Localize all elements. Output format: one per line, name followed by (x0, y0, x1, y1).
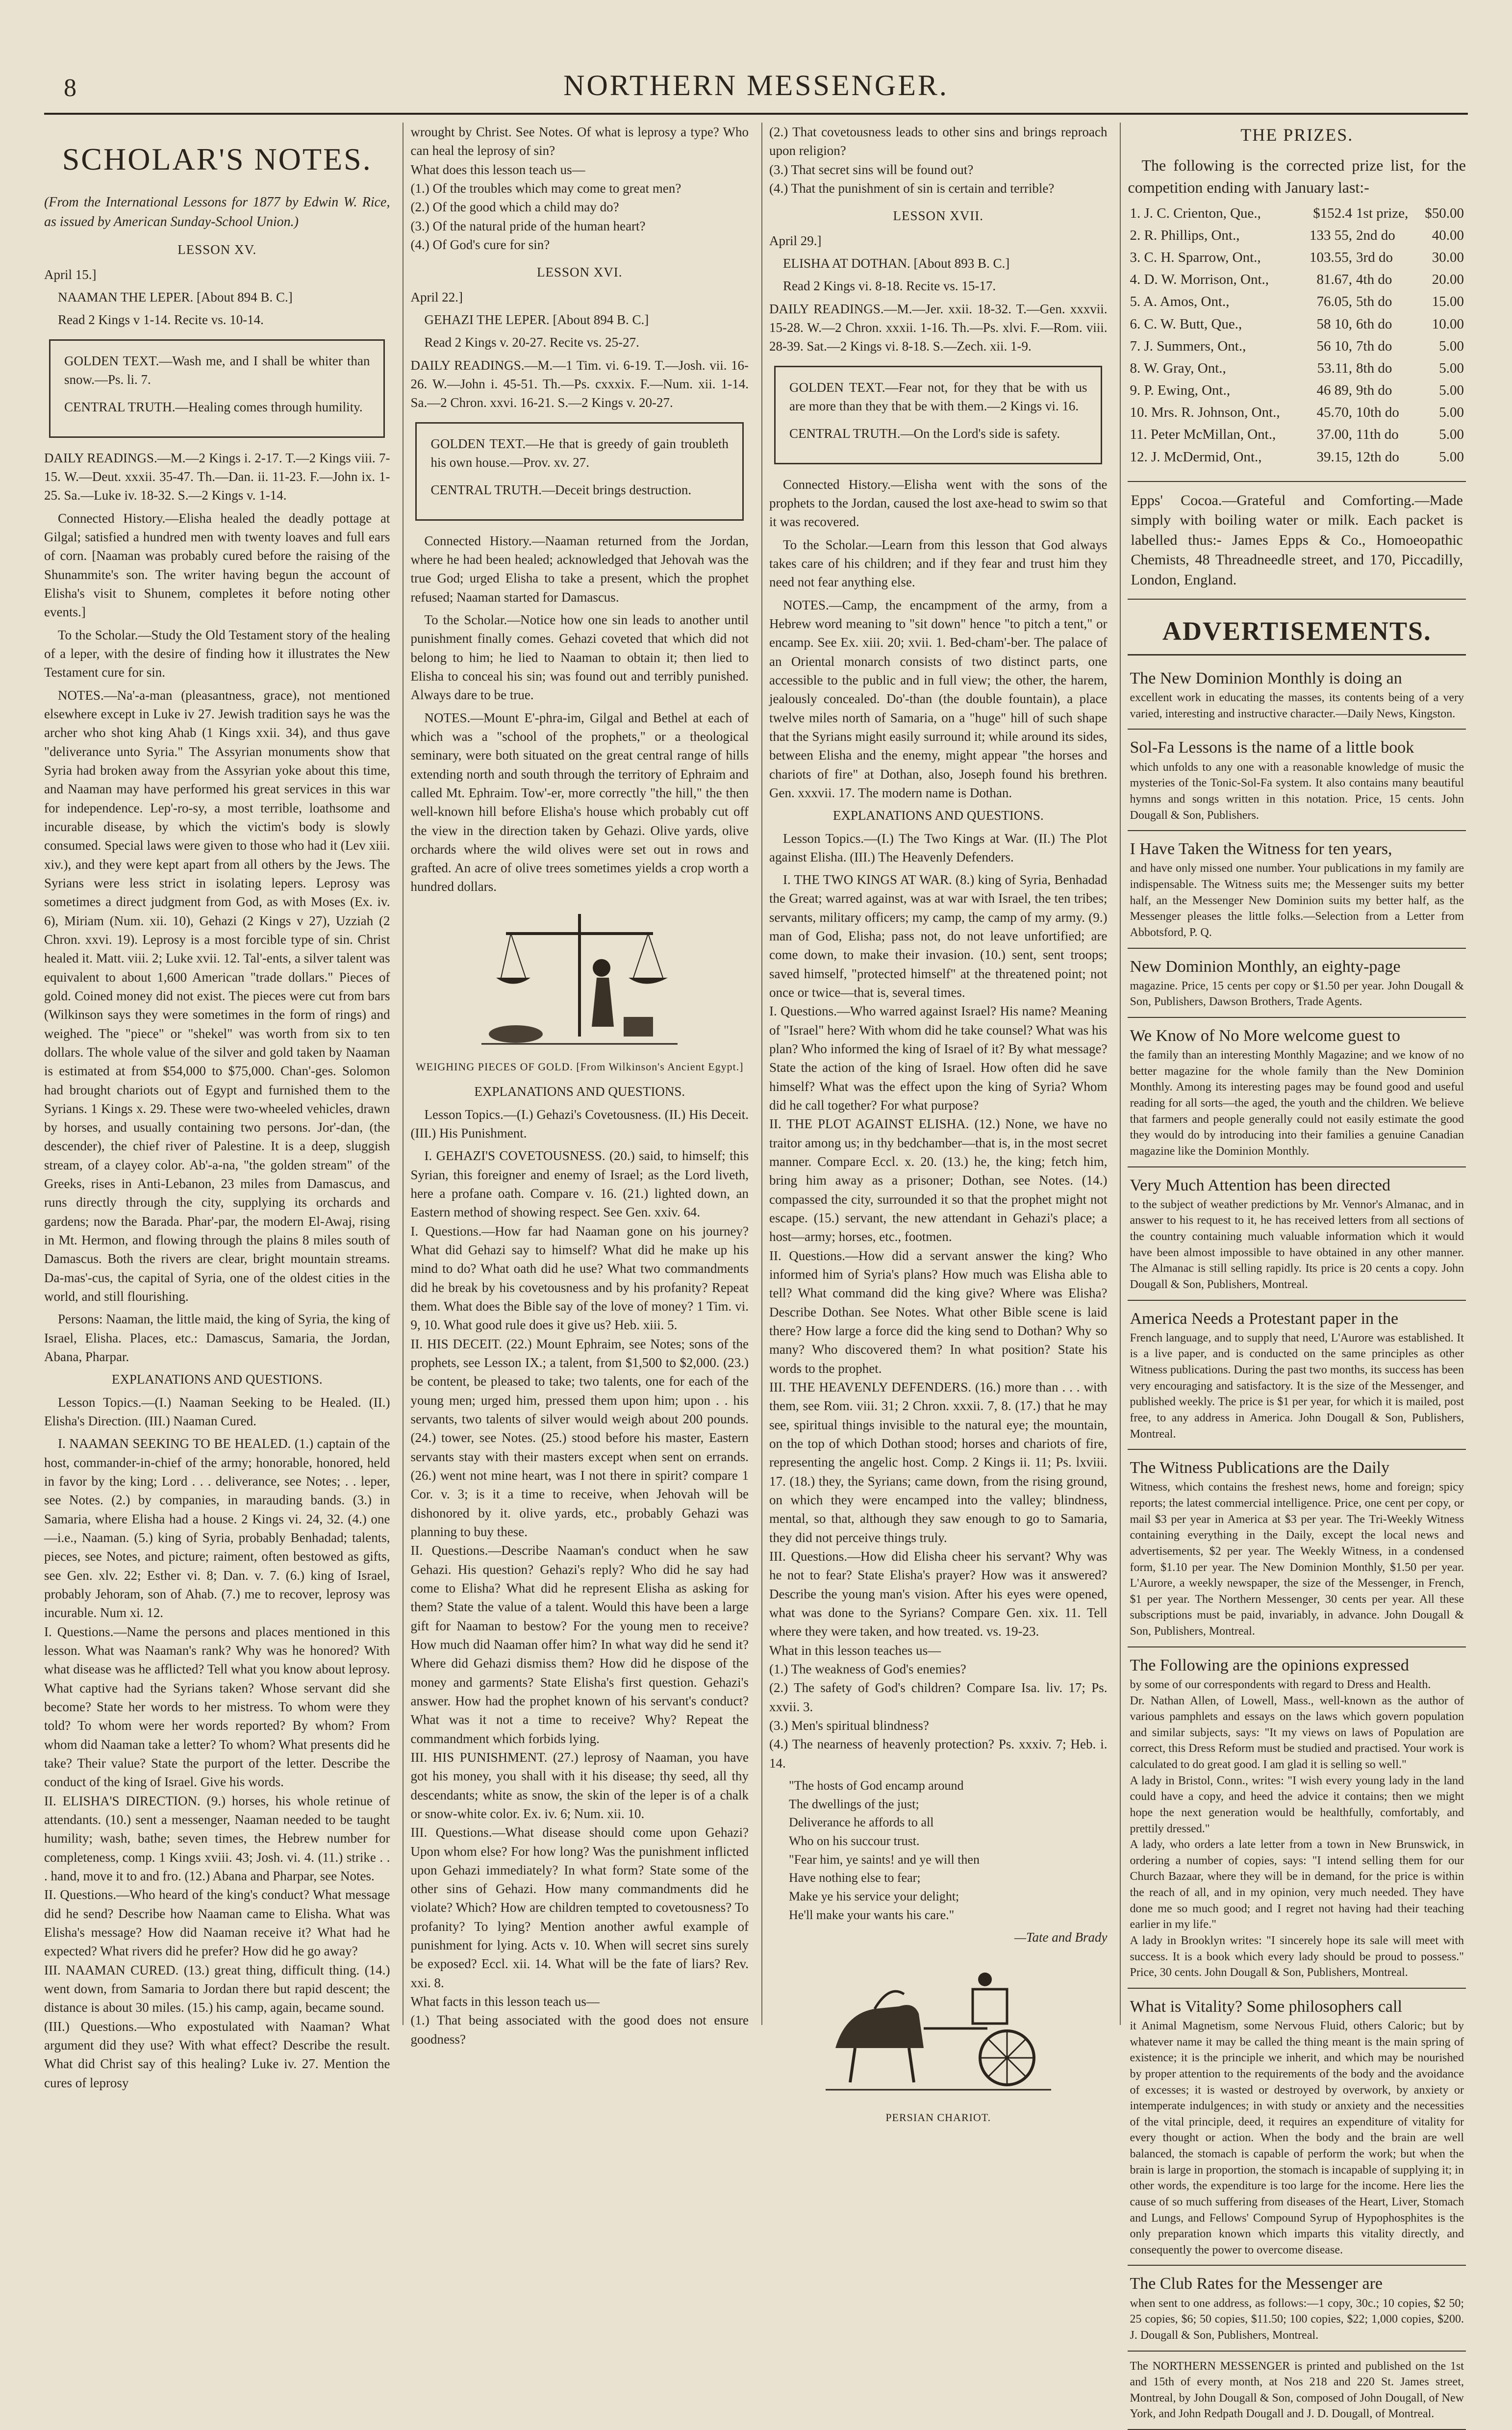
prize-amount: 53.11, (1317, 360, 1353, 376)
lesson-17-readings: DAILY READINGS.—M.—Jer. xxii. 18-32. T.—Gen. xxxvii. 15-28. W.—2 Chron. xxxii. 1-16. Th.—Ps. xlvi. F.—Rom. viii. 28-39. Sat.—2 Kings vi. 8-18. S.—Zech. xii. 1-9. (769, 301, 1108, 354)
connected-history: Connected History.—Elisha healed the deadly pottage at Gilgal; satisfied a hundred men with twenty loaves and full ears of corn. [Naaman was probably cured before the raising of the Shunammite's son. The writer having begun the account of Elisha's visit to Shunem, completes it before noting other events.] (44, 510, 390, 620)
advertisement-text: and have only missed one number. Your publications in my family are indispensable. The Witness suits me; the Messenger suits my better half, an the Messenger New Dominion suits my better half, as the Messenger pleases the little folks.—Selection from a Letter from Abbotsford, P. Q. (1130, 862, 1464, 939)
persian-chariot-figure (769, 1955, 1108, 2126)
lesson-15-date: April 15.] (44, 267, 97, 282)
lesson-notes: NOTES.—Na'-a-man (pleasantness, grace), not mentioned elsewhere except in Luke iv 27. Jewish tradition says he was the archer who shot king Ahab (1 Kings xxii. 34), and thus gave "deliverance unto Syria." The Assyrian monuments show that Syria had broken away from the Assyrian yoke about this time, and Naaman may have performed his great services in this war for independence. Lep'-ro-sy, a most terrible, loathsome and incurable disease, by which the victim's body is slowly consumed. Special laws were given to those who had it (Lev xiii. xiv.), and they were kept apart from all others by the Jews. The Syrians were less strict in isolating lepers. Leprosy was sometimes a direct judgment from God, as with Moses (Ex. iv. 6), Miriam (Num. xii. 10), Gehazi (2 Kings v 27), Uzziah (2 Chron. xxvi. 19). Leprosy is a most forcible type of sin. Christ healed it. Matt. viii. 2; Luke xvii. 12. Tal'-ents, a silver talent was equivalent to about 1,600 American "trade dollars." Pieces of gold. Coined money did not exist. The pieces were cut from bars (Wilkinson says they were sometimes in the form of rings) and weighed. The "piece" or "shekel" was worth from six to ten dollars. The whole value of the silver and gold taken by Naaman is estimated at from $54,000 to $75,000. Chan'-ges. Solomon had brought chariots out of Egypt and furnished them to the Syrians. 1 Kings x. 29. These were two-wheeled vehicles, drawn by horses, and usually containing two persons. Jor'-dan, (the descender), the chief river of Palestine. It is a deep, sluggish stream, of a clayey color. Ab'-a-na, "the golden stream" of the Greeks, rises in Anti-Lebanon, 23 miles from Damascus, and runs directly through the city, supplying its orchards and gardens; now the Barada. Phar'-par, the modern El-Awaj, rising in Mt. Hermon, and flowing through the plains 8 miles south of Damascus. Both the rivers are clear, bright mountain streams. Da-mas'-cus, the capital of Syria, one of the oldest cities in the world, and still flourishing. (44, 687, 390, 1304)
advertisement-lead: New Dominion Monthly, an eighty-page (1130, 957, 1401, 976)
lesson-body: I. GEHAZI'S COVETOUSNESS. (20.) said, to himself; this Syrian, this foreigner and enemy of Israel; as the Lord liveth, here a profane oath. Compare v. 16. (21.) lighted down, an Eastern method of showing respect. See Gen. xxiv. 64. I. Questions.—How far had Naaman gone on his journey? What did Gehazi say to himself? What did he make up his mind to do? What oath did he use? What two commandments did he break by his covetousness and by his profanity? Repeat them. What does the Bible say of the love of money? 1 Tim. vi. 9, 10. What good rule does it give us? Heb. xiii. 5. II. HIS DECEIT. (22.) Mount Ephraim, see Notes; sons of the prophets, see Lesson IX.; a talent, from $1,500 to $2,000. (23.) be content, be pleased to take; two talents, one for each of the young men; urged him, pressed them upon him; upon . . his servants, two talents of silver would weigh about 200 pounds. (24.) tower, see Notes. (25.) stood before his master, Eastern servants stay with their masters except when sent on errands. (26.) went not mine heart, was I not there in spirit? compare 1 Cor. v. 3; is it a time to receive, when Jehovah will be dishonored by it. olive yards, etc., probably Gehazi was planning to buy these. II. Questions.—Describe Naaman's conduct when he saw Gehazi. His question? Gehazi's reply? Who did he say had come to Elisha? What did he represent Elisha as asking for them? State the value of a talent. Would this have been a large gift for Naaman to bestow? For the young men to receive? How much did Naaman offer him? In what way did he send it? Where did Gehazi dismiss them? How did he dispose of the money and garments? State Elisha's first question. Gehazi's answer. How had the prophet known of his servant's conduct? What was it not a time to receive? Why? Repeat the commandment which forbids lying. III. HIS PUNISHMENT. (27.) leprosy of Naaman, you have got his money, you shall with it his disease; thy seed, all thy descendants; white as snow, the skin of the leper is of a chalk or snow-white color. Ex. iv. 6; Num. xii. 10. III. Questions.—What disease should come upon Gehazi? Upon whom else? For how long? Was the punishment inflicted upon Gehazi immediately? In what form? State some of the other sins of Gehazi. How many commandments did he violate? Which? How are children tempted to covetousness? To profanity? To lying? Mention another awful example of punishment for lying. Acts v. 10. When will secret sins surely be exposed? Eccl. xii. 14. What will be the fate of liars? Rev. xxi. 8. What facts in this lesson teach us— (1.) That being associated with the good does not ensure goodness? (410, 1148, 749, 2047)
masthead (44, 59, 1468, 118)
column-2 (403, 123, 749, 2047)
prize-name: 10. Mrs. R. Johnson, Ont., (1130, 405, 1280, 421)
golden-text: GOLDEN TEXT.—Fear not, for they that be with us are more than they that be with them.—2 Kings vi. 16. (789, 380, 1087, 413)
advertisement-lead: The Club Rates for the Messenger are (1130, 2275, 1383, 2293)
prize-amount: 76.05, (1316, 294, 1353, 310)
prize-row (1128, 424, 1466, 446)
prize-amount: 39.15, (1316, 449, 1353, 465)
prize-amount: 46 89, (1316, 382, 1353, 399)
prize-place: 5th do (1356, 294, 1392, 310)
lesson-16-heading: LESSON XVI. (536, 265, 623, 280)
prize-amount: 45.70, (1316, 405, 1353, 421)
advertisement-lead: What is Vitality? Some philosophers call (1130, 1997, 1402, 2016)
lesson-17-heading: LESSON XVII. (893, 208, 983, 224)
prize-place: 3rd do (1356, 250, 1393, 266)
advertisement-text: excellent work in educating the masses, its contents being of a very varied, interesting and instructive character.—Daily News, Kingston. (1130, 691, 1464, 720)
lesson-notes: NOTES.—Mount E'-phra-im, Gilgal and Bethel at each of which was a "school of the prophets," or a theological seminary, were both situated on the great central range of hills extending north and south through the territory of Ephraim and called Mt. Ephraim. Tow'-er, more correctly "the hill," the then well-known hill before Elisha's house which probably cut off the view in the direction taken by Gehazi. Olive yards, olive orchards where the wild olives were set out in rows and grafted. An acre of olive trees sometimes yields a crop worth a hundred dollars. (410, 710, 749, 894)
advertisement (1128, 2352, 1466, 2430)
prize-amount: 58 10, (1316, 316, 1353, 332)
advertisements-heading: ADVERTISEMENTS. (1128, 612, 1466, 656)
advertisement-text: when sent to one address, as follows:—1 copy, 30c.; 10 copies, $2 50; 25 copies, $6; 50 copies, $11.50; 100 copies, $22; 1,000 copies, $200. J. Dougall & Son, Publishers, Montreal. (1130, 2297, 1464, 2342)
prize-table (1128, 202, 1466, 468)
lesson-16-title: GEHAZI THE LEPER. [About 894 B. C.] (424, 312, 649, 327)
advertisement-text: by some of our correspondents with regard to Dress and Health. Dr. Nathan Allen, of Lowell, Mass., well-known as the author of various pamphlets and essays on the laws which govern population and similar subjects, says: "It my views on laws of Population are correct, this Dress Reform must be studied and practised. Your work is calculated to do great good. I am glad it is selling so well." A lady in Bristol, Conn., writes: "I wish every young lady in the land could have a copy, and heed the advice it contains; then we might hope the next generation would be healthfully, comfortably, and prettily dressed." A lady, who orders a late letter from a town in New Brunswick, in ordering a number of copies, says: "I intend selling them for our Church Bazaar, where they will be in demand, for the price is within the reach of all, and in my opinion, very much needed. They have done me so much good; and I regret not having had their teaching earlier in my life." A lady in Brooklyn writes: "I sincerely hope its sale will meet with success. It is a book which every lady should be proud to possess." Price, 30 cents. John Dougall & Son, Publishers, Montreal. (1130, 1678, 1464, 1979)
connected-history: Connected History.—Elisha went with the sons of the prophets to the Jordan, caused the lost axe-head to swim so that it was recovered. (769, 477, 1108, 530)
central-truth: CENTRAL TRUTH.—Healing comes through humility. (64, 400, 363, 415)
advertisement-lead: I Have Taken the Witness for ten years, (1130, 840, 1392, 859)
lesson-16-date: April 22.] (410, 289, 463, 304)
prize-amount: 81.67, (1316, 272, 1353, 288)
advertisement-text: the family than an interesting Monthly Magazine; and we know of no better magazine for the whole family than the New Dominion Monthly. Among its interesting pages may be found good and useful reading for all sorts—the aged, the youth and the children. We believe that farmers and people generally could not easily estimate the good they would do by introducing into their families a genuine Canadian magazine like the Dominion Monthly. (1130, 1049, 1464, 1158)
advertisement (1128, 660, 1466, 730)
advertisement (1128, 1450, 1466, 1647)
advertisement (1128, 1989, 1466, 2266)
scholars-notes-title: SCHOLAR'S NOTES. (62, 142, 372, 177)
col3-top: (2.) That covetousness leads to other sins and brings reproach upon religion? (3.) That secret sins will be found out? (4.) That the punishment of sin is certain and terrible? (769, 125, 1108, 196)
advertisement-text: The NORTHERN MESSENGER is printed and published on the 1st and 15th of every month, at Nos 218 and 220 St. James street, Montreal, by John Dougall & Son, composed of John Dougall, of New York, and John Redpath Dougall and J. D. Dougall, of Montreal. (1130, 2359, 1464, 2421)
lesson-body: I. THE TWO KINGS AT WAR. (8.) king of Syria, Benhadad the Great; warred against, was at war with Israel, the ten tribes; servants, military officers; my camp, the camp of my army. (9.) man of God, Elisha; pass not, do not leave unfortified; are come down, to make their invasion. (10.) sent, sent troops; saved himself, "protected himself" at the threatened point; not once or twice—that is, several times. I. Questions.—Who warred against Israel? His name? Meaning of "Israel" here? With whom did he take counsel? What was his plan? Who informed the king of Israel of it? By what message? State the action of the king of Israel. How often did he save himself? What was the effect upon the king of Syria? Whom did he call together? For what purpose? II. THE PLOT AGAINST ELISHA. (12.) None, we have no traitor among us; in thy bedchamber—that is, in the most secret manner. Compare Eccl. x. 20. (13.) he, the king; fetch him, bring him away as a prisoner; Dothan, see Notes. (14.) compassed the city, surrounded it so that the prophet might not escape. (15.) servant, the new attendant in Gehazi's place; a host—army; horses, etc., footmen. II. Questions.—How did a servant answer the king? Who informed him of Syria's plans? How much was Elisha able to tell? What command did the king give? Where was Elisha? Describe Dothan. See Notes. What other Bible scene is laid there? How large a force did the king send to Dothan? Why so many? Who discovered them? In what position? State his words to the prophet. III. THE HEAVENLY DEFENDERS. (16.) more than . . . with them, see Rom. viii. 31; 2 Chron. xxxii. 7, 8. (17.) that he may see, spiritual things invisible to the natural eye; the mountain, on the top of which Dothan stood; horses and chariots of fire, representing the angelic host. Comp. 2 Kings ii. 11; Ps. lxviii. 17. (18.) they, the Syrians; came down, from the rising ground, on which they were encamped into the valley; blindness, mental, so that, although they saw enough to go to Samaria, they did not perceive things truly. III. Questions.—How did Elisha cheer his servant? Why was he not to fear? State Elisha's prayer? How was it answered? Describe the young man's vision. After his eyes were opened, what was done to the Syrians? Compare Gen. xix. 11. Tell where they were taken, and how treated. vs. 19-23. What in this lesson teaches us— (1.) The weakness of God's enemies? (2.) The safety of God's children? Compare Isa. liv. 17; Ps. xxvii. 3. (3.) Men's spiritual blindness? (4.) The nearness of heavenly protection? Ps. xxxiv. 7; Heb. i. 14. (769, 872, 1108, 1771)
prize-row (1128, 335, 1466, 357)
prize-name: 1. J. C. Crienton, Que., (1130, 205, 1261, 221)
prize-place: 4th do (1356, 272, 1392, 288)
to-the-scholar: To the Scholar.—Learn from this lesson that God always takes care of his children; and if they fear and trust him they need not fear anything else. (769, 537, 1108, 590)
advertisement-text: French language, and to supply that need, L'Aurore was established. It is a live paper, and is conducted on the same principles as other Witness publications. During the past two months, its success has been very encouraging and satisfactory. It is the size of the Messenger, and published weekly. The price is $1 per year, for which it is mailed, post free, to any address in America. John Dougall & Son, Publishers, Montreal. (1130, 1331, 1464, 1441)
prize-amount: $152.4 (1313, 205, 1353, 221)
prize-amount: 37.00, (1316, 427, 1353, 443)
advertisement (1128, 1167, 1466, 1301)
explanations-heading: EXPLANATIONS AND QUESTIONS. (474, 1084, 685, 1099)
col2-top: wrought by Christ. See Notes. Of what is leprosy a type? Who can heal the leprosy of sin? What does this lesson teach us— (1.) Of the troubles which may come to great men? (2.) Of the good which a child may do? (3.) Of the natural pride of the human heart? (4.) Of God's cure for sin? (410, 125, 749, 252)
lesson-17-date: April 29.] (769, 233, 822, 248)
columns (44, 123, 1466, 2421)
prize-cash: 10.00 (1432, 316, 1464, 332)
prize-cash: 5.00 (1439, 338, 1464, 354)
lesson-15-heading: LESSON XV. (177, 242, 257, 257)
lessons-source: (From the International Lessons for 1877 by Edwin W. Rice, as issued by American Sunday-School Union.) (44, 194, 390, 229)
advertisement-text: which unfolds to any one with a reasonable knowledge of music the mysteries of the Tonic-Sol-Fa system. It also contains many beautiful hymns and songs written in this notation. Price, 15 cents. John Dougall & Son, Publishers. (1130, 760, 1464, 822)
prize-place: 9th do (1356, 382, 1392, 399)
advertisements-list (1128, 660, 1466, 2430)
prize-name: 2. R. Phillips, Ont., (1130, 227, 1240, 243)
poem-credit: —Tate and Brady (1014, 1930, 1108, 1945)
prize-row (1128, 247, 1466, 269)
advertisement (1128, 949, 1466, 1018)
prize-cash: $50.00 (1425, 205, 1464, 221)
prize-place: 1st prize, (1356, 205, 1409, 221)
weighing-gold-caption: WEIGHING PIECES OF GOLD. [From Wilkinson's Ancient Egypt.] (415, 1061, 744, 1073)
lesson-16-golden-box (415, 422, 744, 521)
golden-text: GOLDEN TEXT.—He that is greedy of gain troubleth his own house.—Prov. xv. 27. (430, 436, 729, 470)
central-truth: CENTRAL TRUTH.—On the Lord's side is safety. (789, 426, 1060, 441)
advertisement-lead: Very Much Attention has been directed (1130, 1176, 1391, 1194)
advertisement-lead: The New Dominion Monthly is doing an (1130, 669, 1402, 687)
lesson-17-golden-box (774, 366, 1103, 464)
page-number: 8 (64, 74, 76, 102)
prize-row (1128, 380, 1466, 402)
advertisement (1128, 730, 1466, 831)
prize-cash: 15.00 (1432, 294, 1464, 310)
prize-name: 9. P. Ewing, Ont., (1130, 382, 1231, 399)
prize-cash: 5.00 (1439, 382, 1464, 399)
lesson-16-readings: DAILY READINGS.—M.—1 Tim. vi. 6-19. T.—Josh. vii. 16-26. W.—John i. 45-51. Th.—Ps. cxxxix. F.—Num. xii. 1-14. Sa.—2 Chron. xxvi. 16-21. S.—2 Kings v. 20-27. (410, 357, 749, 410)
lesson-body: I. NAAMAN SEEKING TO BE HEALED. (1.) captain of the host, commander-in-chief of the army; honorable, honored, held in favor by the king; Lord . . . deliverance, see Notes; . . leper, see Notes. (2.) by companies, in marauding bands. (3.) in Samaria, where Elisha had a house. 2 Kings vi. 24, 32. (4.) one—i.e., Naaman. (5.) king of Syria, probably Benhadad; talents, pieces, see Notes, and picture; raiment, often bestowed as gifts, see Gen. xlv. 22; Esther vi. 8; Dan. v. 7. (6.) king of Israel, probably Jehoram, son of Ahab. (7.) me to recover, leprosy was incurable. Num xi. 12. I. Questions.—Name the persons and places mentioned in this lesson. What was Naaman's rank? Why was he honored? With what disease was he afflicted? Tell what you know about leprosy. What captive had the Syrians taken? Whose servant did she become? State her words to her mistress. To whom were they told? To whom were her words reported? By whom? From whom did Naaman take a letter? To whom? What presents did he take? Their value? State the purport of the letter. Describe the conduct of the king of Israel. Give his words. II. ELISHA'S DIRECTION. (9.) horses, his whole retinue of attendants. (10.) sent a messenger, Naaman needed to be taught humility; wash, bathe; seven times, the Hebrew number for completeness, comp. 1 Kings xviii. 43; Josh. vi. 4. (11.) strike . . . hand, move it to and fro. (12.) Abana and Pharpar, see Notes. II. Questions.—Who heard of the king's conduct? What message did he send? Describe how Naaman came to Elisha. What was Elisha's message? How did Naaman receive it? What had he expected? What rivers did he prefer? How did he go away? III. NAAMAN CURED. (13.) great thing, difficult thing. (14.) went down, from Samaria to Jordan there but rapid descent; the distance is about 30 miles. (15.) his camp, again, became sound. (III.) Questions.—Who expostulated with Naaman? What argument did they use? With what effect? Describe the result. What did Christ say of this healing? Luke iv. 27. Mention the cures of leprosy (44, 1436, 390, 2090)
prize-place: 11th do (1356, 427, 1399, 443)
weighing-gold-figure (410, 904, 749, 1075)
advertisement (1128, 1301, 1466, 1450)
prize-cash: 5.00 (1439, 405, 1464, 421)
to-the-scholar: To the Scholar.—Study the Old Testament story of the healing of a leper, with the desire of finding how it illustrates the New Testament cure for sin. (44, 627, 390, 680)
persian-chariot-illustration (816, 1955, 1061, 2102)
prize-row (1128, 202, 1466, 225)
explanations-heading: EXPLANATIONS AND QUESTIONS. (111, 1372, 323, 1387)
lesson-17-title: ELISHA AT DOTHAN. [About 893 B. C.] (782, 255, 1010, 271)
lesson-17-read: Read 2 Kings vi. 8-18. Recite vs. 15-17. (782, 278, 996, 294)
prize-row (1128, 357, 1466, 380)
masthead-title: NORTHERN MESSENGER. (563, 69, 949, 101)
lesson-15-title: NAAMAN THE LEPER. [About 894 B. C.] (58, 290, 293, 305)
advertisement (1128, 1647, 1466, 1989)
advertisement-lead: Sol-Fa Lessons is the name of a little book (1130, 738, 1414, 757)
prize-amount: 103.55, (1310, 250, 1353, 266)
lesson-notes: NOTES.—Camp, the encampment of the army, from a Hebrew word meaning to "sit down" hence "to pitch a tent," or encamp. See Ex. xiii. 20; xvii. 1. Bed-cham'-ber. The palace of an Oriental monarch consists of two distinct parts, one accessible to the public and in full view; the other, the harem, jealously concealed. Do'-than (the double fountain), a place twelve miles north of Samaria, on a "huge" hill of such shape that the Syrians might easily surround it; while around its sides, between Elisha and the enemy, might appear "the horses and chariots of fire" at Dothan, also, Joseph found his brethren. Gen. xxxvii. 17. The modern name is Dothan. (769, 597, 1108, 800)
advertisement-text: Witness, which contains the freshest news, home and foreign; spicy reports; the latest commercial intelligence. Price, one cent per copy, or mail $3 per year in America at $3 per year. The Tri-Weekly Witness containing everything in the Daily, except the local news and advertisements, $2 per year. The Weekly Witness, in a condensed form, $1.10 per year. The New Dominion Monthly, $1.50 per year. L'Aurore, a weekly newspaper, the size of the Messenger, in French, $1 per year. The Northern Messenger, 30 cents per year. All these subscriptions must be paid, invariably, in advance. John Dougall & Son, Publishers, Montreal. (1130, 1481, 1464, 1638)
prizes-heading: THE PRIZES. (1240, 125, 1354, 145)
epps-cocoa-ad: Epps' Cocoa.—Grateful and Comforting.—Made simply with boiling water or milk. Each packet is labelled thus:- James Epps & Co., Homoeopathic Chemists, 48 Threadneedle street, and 170, Piccadilly, London, England. (1128, 481, 1466, 600)
column-1 (44, 123, 390, 2090)
advertisement-text: magazine. Price, 15 cents per copy or $1.50 per year. John Dougall & Son, Publishers, Dawson Brothers, Trade Agents. (1130, 979, 1464, 1009)
prize-name: 6. C. W. Butt, Que., (1130, 316, 1242, 332)
advertisement-text: it Animal Magnetism, some Nervous Fluid, others Caloric; but by whatever name it may be called the thing meant is the main spring of existence; it is the principle we inherit, and which may be nourished by proper attention to the requirements of the body and the avoidance of excesses; it is wasted or destroyed by overwork, by anxiety or intemperate indulgences; in with study or anxiety and the necessities of the vital principle, deed, it requires an expenditure of vitality for every thought or action. When the body and the brain are well balanced, the stomach is capable of perform the work; but when the brain is large in proportion, the stomach is incapable of supplying it; in other words, the expenditure is too large for the income. Here lies the cause of so much suffering from diseases of the Heart, Liver, Stomach and Lungs, and Fellows' Compound Syrup of Hypophosphites is the only preparation known which imparts this vitality directly, and consequently the power to overcome disease. (1130, 2020, 1464, 2256)
explanations-heading: EXPLANATIONS AND QUESTIONS. (832, 808, 1044, 823)
prizes-intro: The following is the corrected prize list, for the competition ending with January last:- (1128, 156, 1466, 196)
prize-name: 8. W. Gray, Ont., (1130, 360, 1226, 376)
prize-cash: 5.00 (1439, 427, 1464, 443)
golden-text: GOLDEN TEXT.—Wash me, and I shall be whiter than snow.—Ps. li. 7. (64, 353, 370, 387)
prize-place: 10th do (1356, 405, 1399, 421)
prize-row (1128, 446, 1466, 468)
lesson-16-read: Read 2 Kings v. 20-27. Recite vs. 25-27. (424, 335, 639, 350)
prize-row (1128, 225, 1466, 247)
advertisement-lead: The Following are the opinions expressed (1130, 1656, 1409, 1674)
prize-place: 2nd do (1356, 227, 1395, 243)
advertisement (1128, 2266, 1466, 2351)
prize-place: 6th do (1356, 316, 1392, 332)
connected-history: Connected History.—Naaman returned from the Jordan, where he had been healed; acknowledged that Jehovah was the true God; urged Elisha to take a present, which the prophet refused; Naaman started for Damascus. (410, 533, 749, 605)
prize-place: 7th do (1356, 338, 1392, 354)
prize-name: 5. A. Amos, Ont., (1130, 294, 1230, 310)
prize-cash: 30.00 (1432, 250, 1464, 266)
prize-row (1128, 402, 1466, 424)
daily-readings: DAILY READINGS.—M.—2 Kings i. 2-17. T.—2 Kings viii. 7-15. W.—Deut. xxxii. 35-47. Th.—Dan. ii. 11-23. F.—John ix. 1-25. Sa.—Luke iv. 18-32. S.—2 Kings v. 1-14. (44, 450, 390, 503)
lesson-15-golden-box (49, 339, 385, 438)
advertisement (1128, 1018, 1466, 1167)
prize-cash: 5.00 (1439, 360, 1464, 376)
prize-cash: 5.00 (1439, 449, 1464, 465)
prize-name: 11. Peter McMillan, Ont., (1130, 427, 1276, 443)
prize-cash: 40.00 (1432, 227, 1464, 243)
prize-name: 4. D. W. Morrison, Ont., (1130, 272, 1269, 288)
persons-places: Persons: Naaman, the little maid, the king of Syria, the king of Israel, Elisha. Places, etc.: Damascus, Samaria, the Jordan, Abana, Pharpar. (44, 1312, 390, 1365)
advertisement-lead: America Needs a Protestant paper in the (1130, 1309, 1399, 1328)
prize-amount: 133 55, (1310, 227, 1353, 243)
prize-place: 12th do (1356, 449, 1399, 465)
lesson-15-read: Read 2 Kings v 1-14. Recite vs. 10-14. (58, 312, 264, 328)
prize-name: 3. C. H. Sparrow, Ont., (1130, 250, 1261, 266)
advertisement-lead: The Witness Publications are the Daily (1130, 1459, 1390, 1477)
persian-chariot-caption: PERSIAN CHARIOT. (885, 2111, 991, 2124)
prize-row (1128, 269, 1466, 291)
prize-place: 8th do (1356, 360, 1392, 376)
prize-name: 12. J. McDermid, Ont., (1130, 449, 1262, 465)
lesson-topics: Lesson Topics.—(I.) The Two Kings at War. (II.) The Plot against Elisha. (III.) The Heavenly Defenders. (769, 831, 1108, 864)
lesson-topics: Lesson Topics.—(I.) Gehazi's Covetousness. (II.) His Deceit. (III.) His Punishment. (410, 1107, 749, 1141)
prize-row (1128, 313, 1466, 335)
advertisement-text: to the subject of weather predictions by Mr. Vennor's Almanac, and in answer to his request to it, he has received letters from all sections of the country containing much valuable information which it would have been almost impossible to have obtained in any other manner. The Almanac is still selling rapidly. Its price is 20 cents a copy. John Dougall & Son, Publishers, Montreal. (1130, 1198, 1464, 1291)
lesson-topics: Lesson Topics.—(I.) Naaman Seeking to be Healed. (II.) Elisha's Direction. (III.) Naaman Cured. (44, 1394, 390, 1429)
masthead-rule (44, 113, 1468, 115)
prize-cash: 20.00 (1432, 272, 1464, 288)
central-truth: CENTRAL TRUTH.—Deceit brings destruction. (430, 482, 692, 498)
prize-row (1128, 291, 1466, 313)
prize-amount: 56 10, (1316, 338, 1353, 354)
column-4 (1120, 123, 1466, 2421)
advertisement (1128, 831, 1466, 948)
balance-scale-illustration (472, 904, 687, 1051)
prize-name: 7. J. Summers, Ont., (1130, 338, 1246, 354)
to-the-scholar: To the Scholar.—Notice how one sin leads to another until punishment finally comes. Gehazi coveted that which did not belong to him; he lied to Naaman to obtain it; then lied to Elisha to conceal his sin; was found out and terribly punished. Always dare to be true. (410, 612, 749, 703)
hymn-poem: "The hosts of God encamp around The dwellings of the just; Deliverance he affords to all Who on his succour trust. "Fear him, ye saints! and ye will then Have nothing else to fear; Make ye his service your delight; He'll make your wants his care." (788, 1778, 980, 1922)
advertisement-lead: We Know of No More welcome guest to (1130, 1027, 1401, 1045)
column-3 (761, 123, 1108, 2124)
